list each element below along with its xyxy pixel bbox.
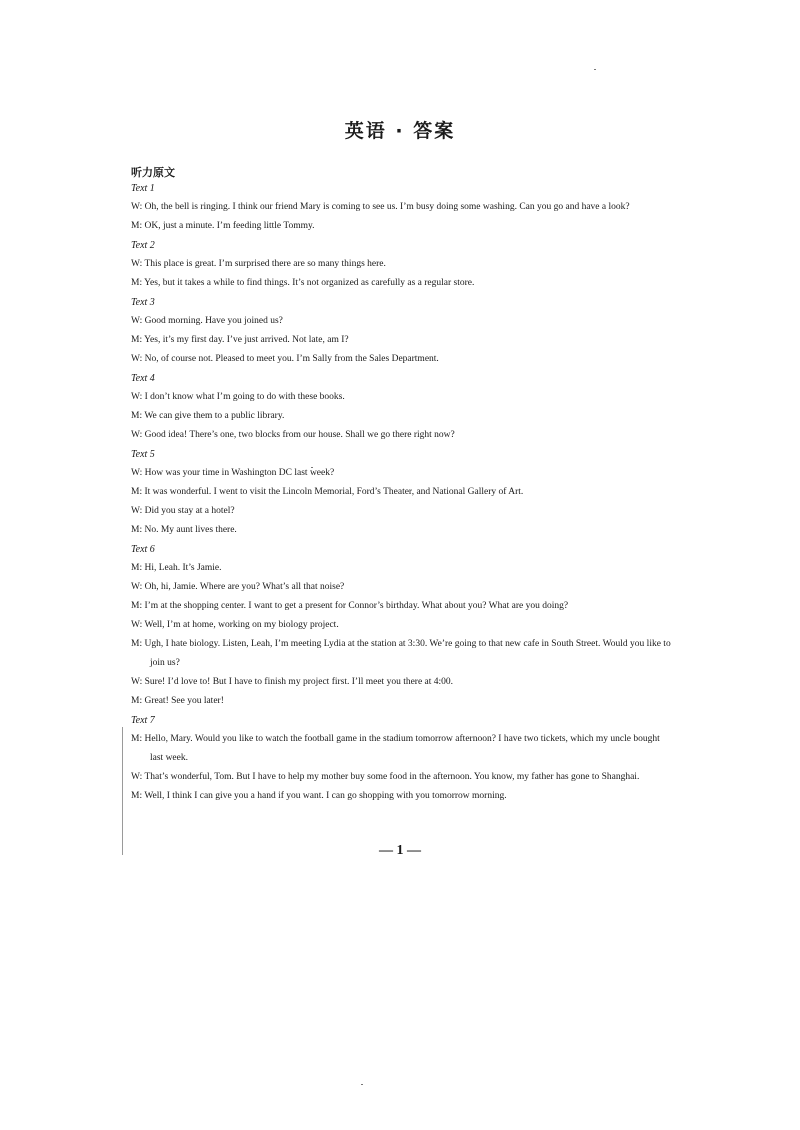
page-number: — 1 — [379, 843, 421, 858]
dialogue-line [131, 616, 671, 635]
speaker-label: W: [131, 772, 143, 782]
speaker-label: M: [131, 601, 143, 611]
dialogue-text: It was wonderful. I went to visit the Lincoln Memorial, Ford’s Theater, and National Gallery of Art. [144, 487, 524, 497]
dialogue-text: Good morning. Have you joined us? [144, 316, 283, 326]
scan-speck [594, 69, 596, 70]
dialogue-line [131, 312, 671, 331]
dialogue-text: Good idea! There’s one, two blocks from our house. Shall we go there right now? [144, 430, 455, 440]
dialogue-text: OK, just a minute. I’m feeding little Tommy. [144, 221, 315, 231]
margin-rule [122, 727, 123, 855]
dialogue-line [131, 502, 671, 521]
speaker-label: W: [131, 354, 143, 364]
speaker-label: W: [131, 468, 143, 478]
text-label: Text 2 [131, 240, 155, 251]
dialogue-text: Sure! I’d love to! But I have to finish my project first. I’ll meet you there at 4:00. [144, 677, 454, 687]
dialogue-line [131, 464, 671, 483]
speaker-label: W: [131, 430, 143, 440]
dialogue-line [131, 198, 671, 217]
text-label: Text 3 [131, 297, 155, 308]
speaker-label: W: [131, 506, 143, 516]
speaker-label: W: [131, 316, 143, 326]
dialogue-text: Ugh, I hate biology. Listen, Leah, I’m meeting Lydia at the station at 3:30. We’re going to that new cafe in South Street. Would you like to join us? [144, 639, 671, 668]
speaker-label: W: [131, 677, 143, 687]
text-label: Text 7 [131, 715, 155, 726]
speaker-label: W: [131, 620, 143, 630]
dialogue-text: Yes, but it takes a while to find things. It’s not organized as carefully as a regular store. [144, 278, 475, 288]
text-label: Text 5 [131, 449, 155, 460]
dialogue-line [131, 331, 671, 350]
speaker-label: M: [131, 639, 143, 649]
dialogue-text: Did you stay at a hotel? [144, 506, 235, 516]
speaker-label: M: [131, 487, 143, 497]
transcript [131, 179, 671, 806]
scan-speck [361, 1084, 363, 1085]
dialogue-line [131, 217, 671, 236]
speaker-label: M: [131, 734, 143, 744]
dialogue-text: That’s wonderful, Tom. But I have to help my mother buy some food in the afternoon. You know, my father has gone to Shanghai. [144, 772, 640, 782]
speaker-label: M: [131, 221, 143, 231]
speaker-label: M: [131, 525, 143, 535]
text-label: Text 1 [131, 183, 155, 194]
dialogue-line [131, 597, 671, 616]
dialogue-line [131, 559, 671, 578]
dialogue-line [131, 407, 671, 426]
dialogue-text: No, of course not. Pleased to meet you. I’m Sally from the Sales Department. [144, 354, 439, 364]
speaker-label: M: [131, 696, 143, 706]
dialogue-text: How was your time in Washington DC last week? [144, 468, 335, 478]
dialogue-text: Oh, the bell is ringing. I think our friend Mary is coming to see us. I’m busy doing some washing. Can you go and have a look? [144, 202, 630, 212]
dialogue-line [131, 673, 671, 692]
dialogue-text: We can give them to a public library. [144, 411, 285, 421]
dialogue-line [131, 350, 671, 369]
dialogue-text: No. My aunt lives there. [144, 525, 237, 535]
page-title: 英语 · 答案 [344, 120, 456, 142]
dialogue-text: I don’t know what I’m going to do with these books. [144, 392, 345, 402]
dialogue-line [131, 521, 671, 540]
dialogue-line [131, 483, 671, 502]
speaker-label: W: [131, 202, 143, 212]
dialogue-line [131, 768, 671, 787]
speaker-label: W: [131, 259, 143, 269]
dialogue-line [131, 255, 671, 274]
dialogue-text: Yes, it’s my first day. I’ve just arrived. Not late, am I? [144, 335, 349, 345]
dialogue-text: I’m at the shopping center. I want to get a present for Connor’s birthday. What about you? What are you doing? [144, 601, 569, 611]
dialogue-line [131, 635, 671, 673]
speaker-label: M: [131, 411, 143, 421]
dialogue-line [131, 692, 671, 711]
dialogue-line [131, 578, 671, 597]
dialogue-line [131, 274, 671, 293]
scan-speck [311, 467, 313, 468]
dialogue-text: Well, I think I can give you a hand if you want. I can go shopping with you tomorrow morning. [144, 791, 507, 801]
dialogue-text: Oh, hi, Jamie. Where are you? What’s all that noise? [144, 582, 345, 592]
speaker-label: M: [131, 791, 143, 801]
speaker-label: M: [131, 335, 143, 345]
dialogue-line [131, 787, 671, 806]
dialogue-text: Well, I’m at home, working on my biology project. [144, 620, 339, 630]
speaker-label: W: [131, 582, 143, 592]
text-label: Text 4 [131, 373, 155, 384]
speaker-label: M: [131, 278, 143, 288]
text-label: Text 6 [131, 544, 155, 555]
section-heading: 听力原文 [131, 166, 175, 179]
speaker-label: M: [131, 563, 143, 573]
dialogue-text: This place is great. I’m surprised there are so many things here. [144, 259, 386, 269]
dialogue-text: Hello, Mary. Would you like to watch the football game in the stadium tomorrow afternoon? I have two tickets, which my uncle bought last week. [144, 734, 660, 763]
dialogue-line [131, 426, 671, 445]
dialogue-text: Hi, Leah. It’s Jamie. [144, 563, 222, 573]
dialogue-line [131, 730, 671, 768]
speaker-label: W: [131, 392, 143, 402]
dialogue-line [131, 388, 671, 407]
dialogue-text: Great! See you later! [144, 696, 224, 706]
